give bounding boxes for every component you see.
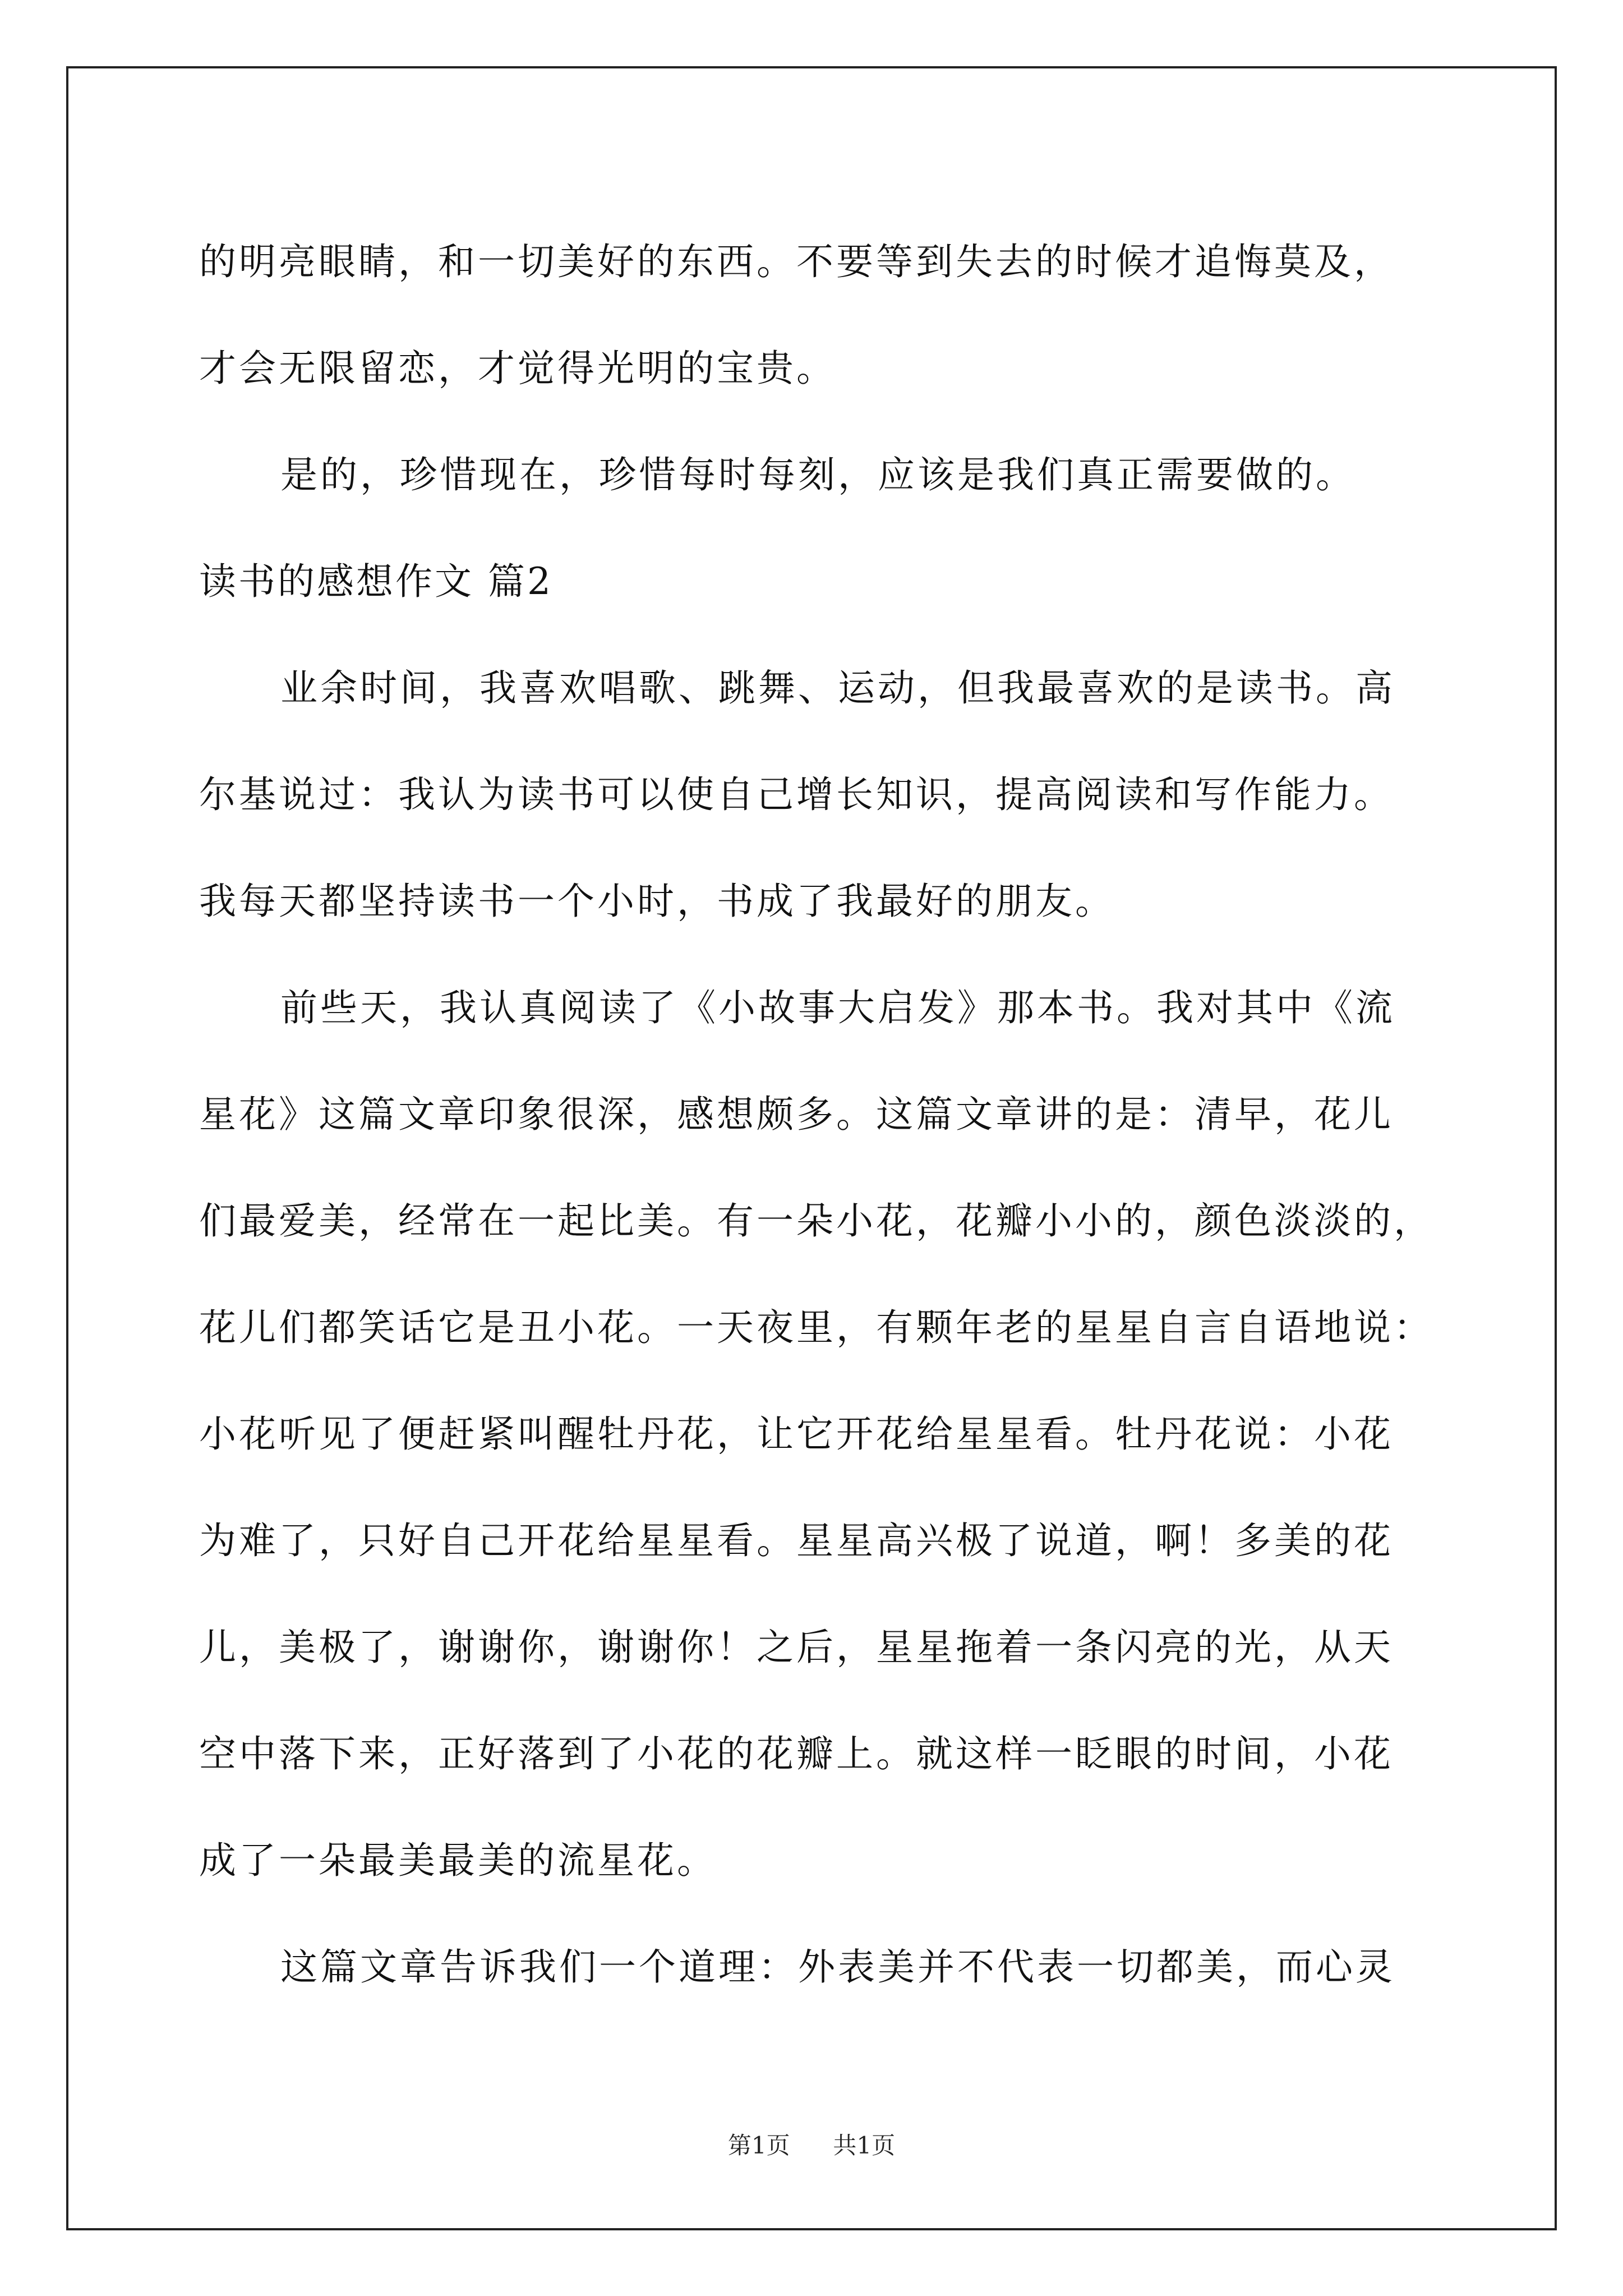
text-line: 星花》这篇文章印象很深，感想颇多。这篇文章讲的是：清早，花儿 [199,1093,1394,1136]
text-line: 空中落下来，正好落到了小花的花瓣上。就这样一眨眼的时间，小花 [199,1732,1394,1775]
paragraph-start-line: 是的，珍惜现在，珍惜每时每刻，应该是我们真正需要做的。 [280,453,1355,496]
text-line: 儿，美极了，谢谢你，谢谢你！之后，星星拖着一条闪亮的光，从天 [199,1626,1394,1669]
text-line: 们最爱美，经常在一起比美。有一朵小花，花瓣小小的，颜色淡淡的， [199,1199,1433,1243]
text-line: 的明亮眼睛，和一切美好的东西。不要等到失去的时候才追悔莫及， [199,240,1394,283]
text-line: 我每天都坚持读书一个小时，书成了我最好的朋友。 [199,880,1115,923]
section-title: 读书的感想作文 篇2 [199,560,553,603]
text-line: 花儿们都笑话它是丑小花。一天夜里，有颗年老的星星自言自语地说： [199,1306,1433,1349]
paragraph-start-line: 业余时间，我喜欢唱歌、跳舞、运动，但我最喜欢的是读书。高 [280,666,1395,710]
page-number-total: 共1页 [833,2132,896,2159]
document-body [199,209,1433,2021]
text-line: 小花听见了便赶紧叫醒牡丹花，让它开花给星星看。牡丹花说：小花 [199,1412,1394,1456]
page-number-current: 第1页 [727,2132,790,2159]
paragraph-start-line: 这篇文章告诉我们一个道理：外表美并不代表一切都美，而心灵 [280,1945,1395,1989]
page-footer [0,2129,1623,2162]
text-line: 才会无限留恋，才觉得光明的宝贵。 [199,347,836,390]
text-line: 成了一朵最美最美的流星花。 [199,1839,717,1882]
text-line: 尔基说过：我认为读书可以使自己增长知识，提高阅读和写作能力。 [199,773,1394,816]
paragraph-start-line: 前些天，我认真阅读了《小故事大启发》那本书。我对其中《流 [280,986,1395,1029]
text-line: 为难了，只好自己开花给星星看。星星高兴极了说道，啊！多美的花 [199,1519,1394,1562]
